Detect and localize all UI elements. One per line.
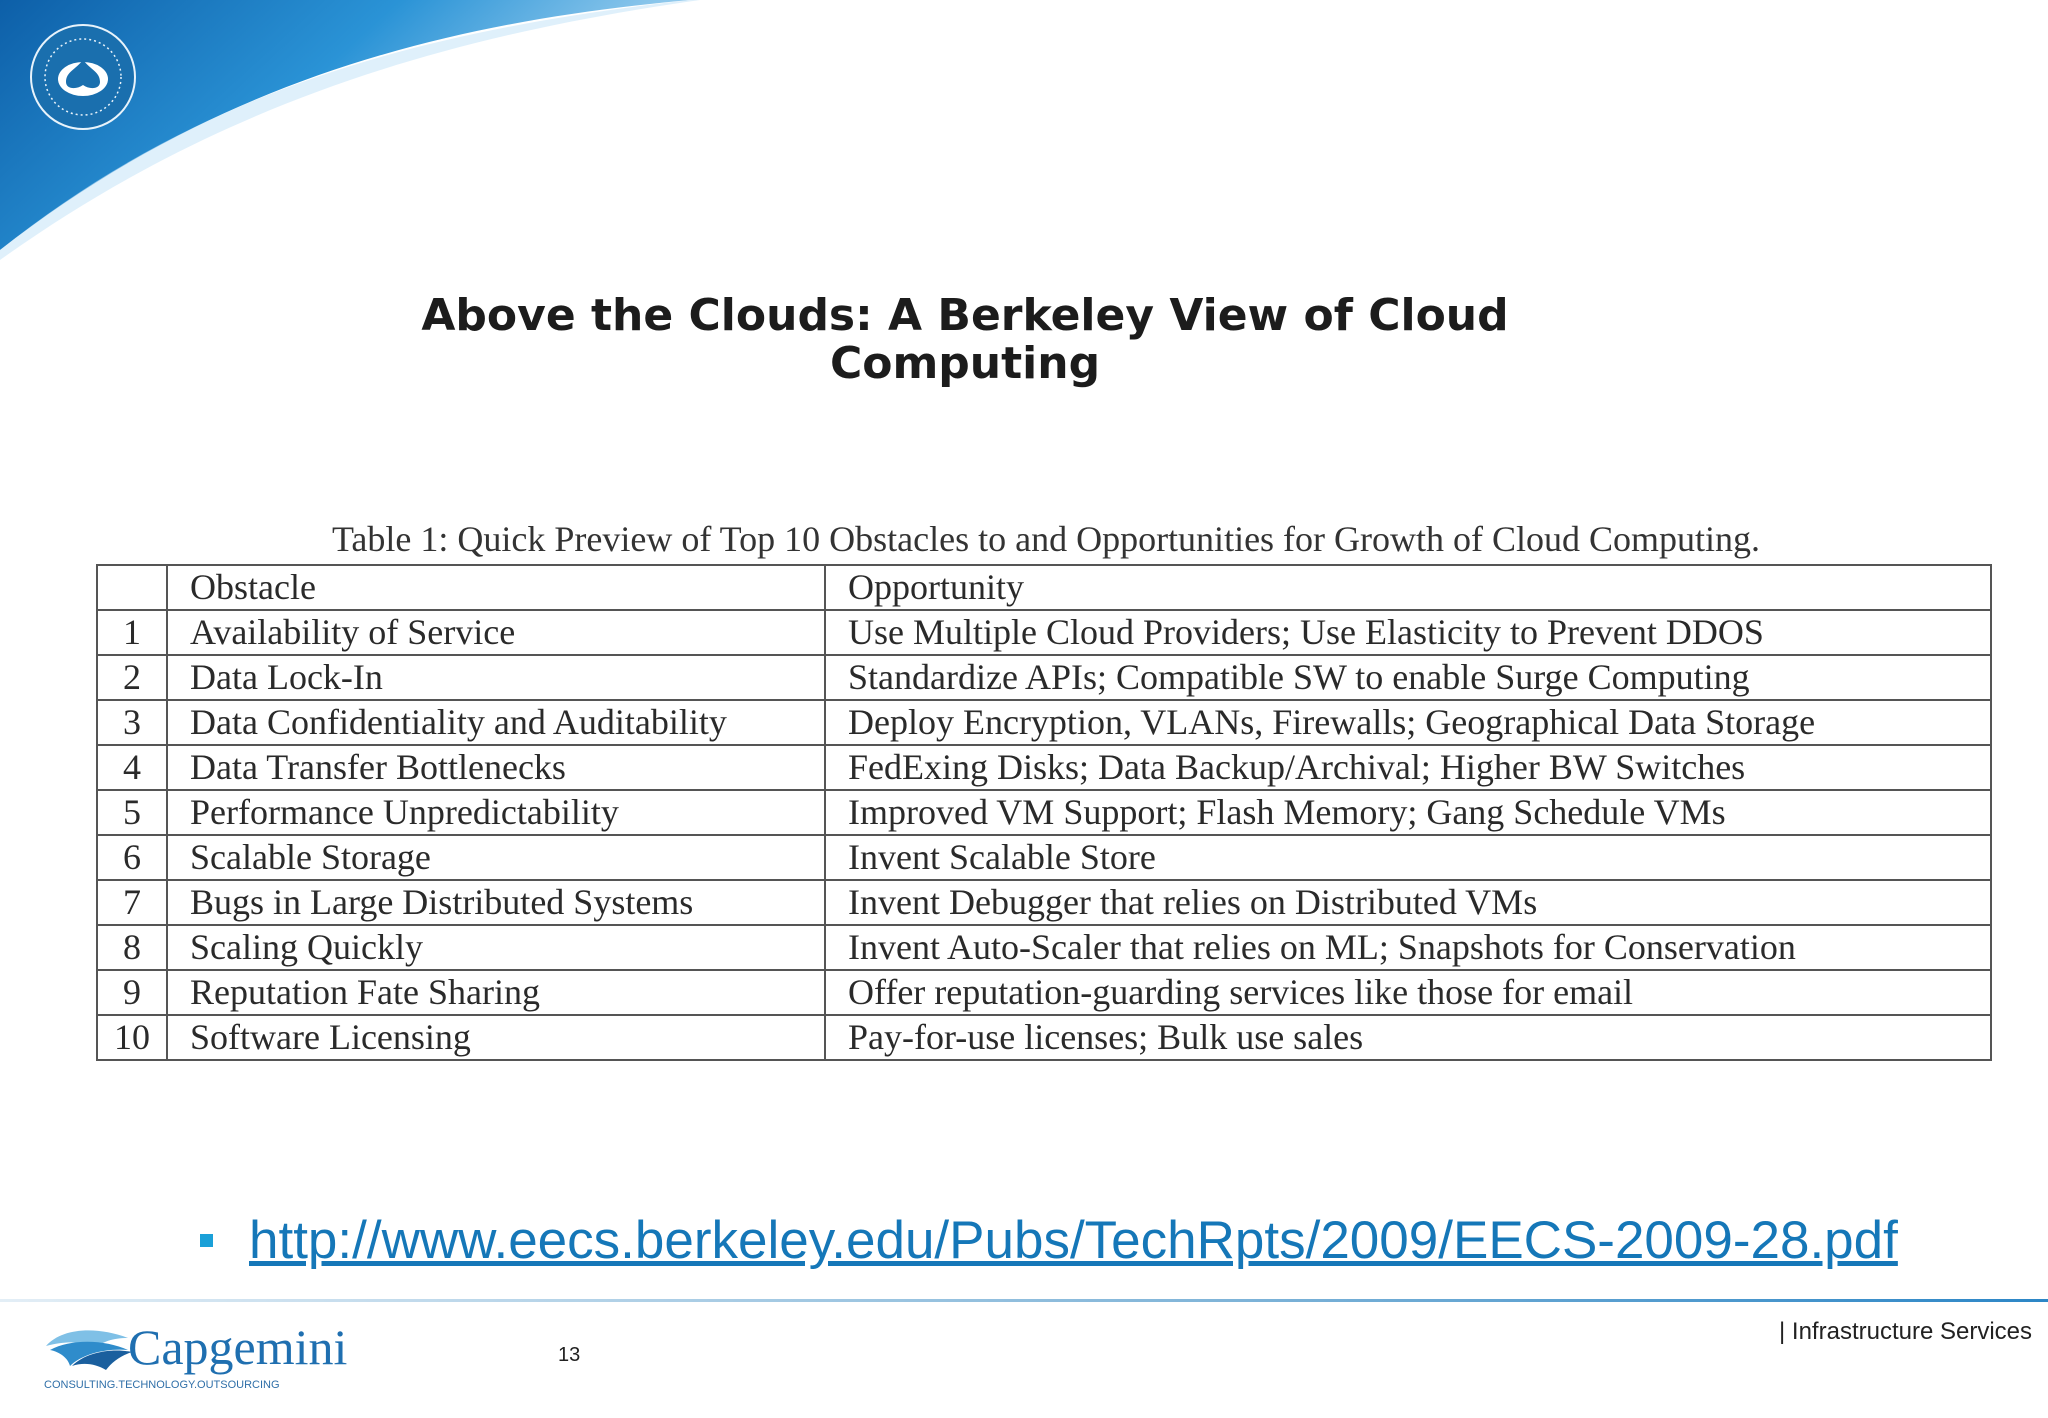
obstacle-cell: Bugs in Large Distributed Systems — [167, 880, 825, 925]
opportunity-cell: Invent Debugger that relies on Distributed VMs — [825, 880, 1991, 925]
table-row — [97, 970, 1991, 1015]
obstacle-cell: Scalable Storage — [167, 835, 825, 880]
logo-wordmark: Capgemini — [128, 1319, 348, 1375]
table-row — [97, 610, 1991, 655]
obstacle-cell: Reputation Fate Sharing — [167, 970, 825, 1015]
table-row — [97, 880, 1991, 925]
row-number: 9 — [97, 970, 167, 1015]
opportunity-cell: Use Multiple Cloud Providers; Use Elasticity to Prevent DDOS — [825, 610, 1991, 655]
row-number: 7 — [97, 880, 167, 925]
obstacle-cell: Performance Unpredictability — [167, 790, 825, 835]
opportunity-cell: Standardize APIs; Compatible SW to enable Surge Computing — [825, 655, 1991, 700]
row-number: 5 — [97, 790, 167, 835]
row-number: 1 — [97, 610, 167, 655]
bullet-icon — [200, 1234, 213, 1247]
opportunity-cell: Invent Auto-Scaler that relies on ML; Snapshots for Conservation — [825, 925, 1991, 970]
obstacle-cell: Data Lock-In — [167, 655, 825, 700]
opportunity-cell: Invent Scalable Store — [825, 835, 1991, 880]
obstacle-cell: Availability of Service — [167, 610, 825, 655]
report-link[interactable]: http://www.eecs.berkeley.edu/Pubs/TechRpts/2009/EECS-2009-28.pdf — [249, 1211, 1898, 1270]
obstacle-cell: Data Transfer Bottlenecks — [167, 745, 825, 790]
row-number: 8 — [97, 925, 167, 970]
header-number — [97, 565, 167, 610]
table-row — [97, 745, 1991, 790]
footer-section-label: | Infrastructure Services — [1779, 1318, 2032, 1345]
table-header-row — [97, 565, 1991, 610]
table-row — [97, 835, 1991, 880]
row-number: 6 — [97, 835, 167, 880]
page-number: 13 — [558, 1344, 581, 1366]
footer-divider — [0, 1299, 2048, 1302]
reference-link-row — [200, 1210, 1898, 1271]
page-title: Above the Clouds: A Berkeley View of Cloud Computing — [421, 290, 1509, 389]
row-number: 3 — [97, 700, 167, 745]
obstacle-cell: Software Licensing — [167, 1015, 825, 1060]
row-number: 2 — [97, 655, 167, 700]
row-number: 4 — [97, 745, 167, 790]
header-opportunity: Opportunity — [825, 565, 1991, 610]
table-row — [97, 790, 1991, 835]
table-row — [97, 925, 1991, 970]
opportunity-cell: Pay-for-use licenses; Bulk use sales — [825, 1015, 1991, 1060]
table-row — [97, 700, 1991, 745]
capgemini-logo — [42, 1316, 372, 1392]
obstacle-cell: Data Confidentiality and Auditability — [167, 700, 825, 745]
table-row — [97, 655, 1991, 700]
table-caption: Table 1: Quick Preview of Top 10 Obstacles to and Opportunities for Growth of Cloud Computing. — [331, 519, 1761, 559]
opportunity-cell: Improved VM Support; Flash Memory; Gang Schedule VMs — [825, 790, 1991, 835]
opportunity-cell: Offer reputation-guarding services like those for email — [825, 970, 1991, 1015]
table-row — [97, 1015, 1991, 1060]
opportunity-cell: Deploy Encryption, VLANs, Firewalls; Geographical Data Storage — [825, 700, 1991, 745]
header-obstacle: Obstacle — [167, 565, 825, 610]
spade-seal-icon — [28, 22, 138, 132]
opportunity-cell: FedExing Disks; Data Backup/Archival; Higher BW Switches — [825, 745, 1991, 790]
obstacle-cell: Scaling Quickly — [167, 925, 825, 970]
row-number: 10 — [97, 1015, 167, 1060]
logo-tagline: CONSULTING.TECHNOLOGY.OUTSOURCING — [44, 1379, 280, 1391]
obstacles-table — [96, 564, 1992, 1061]
